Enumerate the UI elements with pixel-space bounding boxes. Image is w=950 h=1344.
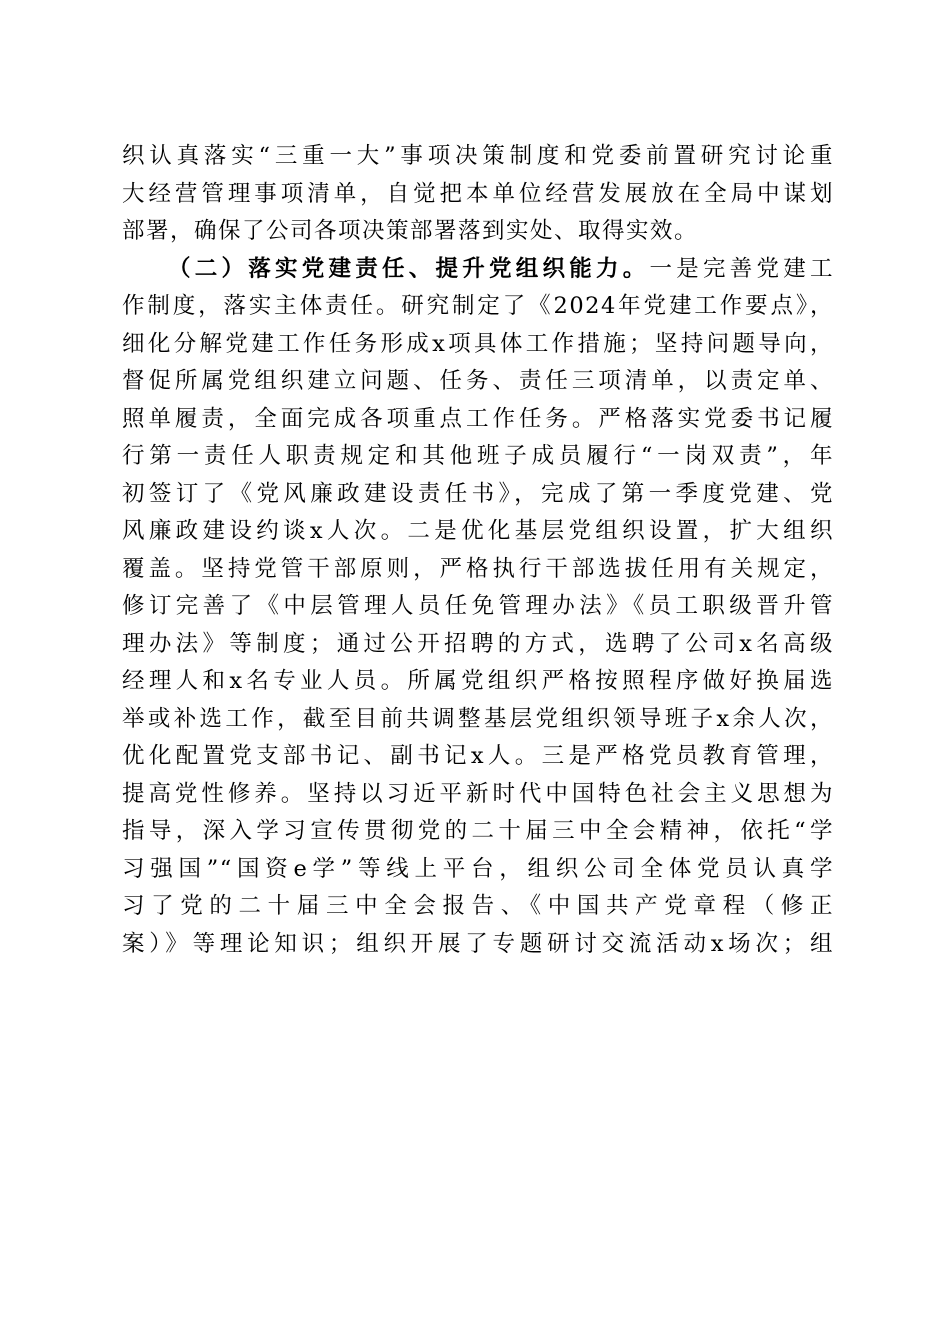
text-line: 细化分解党建工作任务形成x项具体工作措施；坚持问题导向， xyxy=(122,330,834,357)
text-line: 指导，深入学习宣传贯彻党的二十届三中全会精神，依托“学 xyxy=(122,818,834,844)
section-heading: （二）落实党建责任、提升党组织能力。 xyxy=(168,255,650,282)
text-line: 行第一责任人职责规定和其他班子成员履行“一岗双责”，年 xyxy=(122,443,834,469)
text-line: 理办法》等制度；通过公开招聘的方式，选聘了公司x名高级 xyxy=(122,630,834,657)
text-line: 习了党的二十届三中全会报告、《中国共产党章程（修正 xyxy=(122,893,834,919)
text-line: 习强国”“国资e学”等线上平台，组织公司全体党员认真学 xyxy=(122,855,834,882)
text-line: 举或补选工作，截至目前共调整基层党组织领导班子x余人次， xyxy=(122,705,834,732)
text-line: 照单履责，全面完成各项重点工作任务。严格落实党委书记履 xyxy=(122,405,834,432)
text-line: 提高党性修养。坚持以习近平新时代中国特色社会主义思想为 xyxy=(122,780,834,807)
text-line: 覆盖。坚持党管干部原则，严格执行干部选拔任用有关规定， xyxy=(122,555,834,582)
text-line: 初签订了《党风廉政建设责任书》，完成了第一季度党建、党 xyxy=(122,480,834,507)
paragraph-2 xyxy=(122,251,834,964)
text-line: 大经营管理事项清单，自觉把本单位经营发展放在全局中谋划 xyxy=(122,180,834,207)
text-run: 一是完善党建工 xyxy=(649,255,834,282)
text-line: 优化配置党支部书记、副书记x人。三是严格党员教育管理， xyxy=(122,743,834,769)
text-line: 案）》等理论知识；组织开展了专题研讨交流活动x场次；组 xyxy=(122,930,834,957)
text-line: 风廉政建设约谈x人次。二是优化基层党组织设置，扩大组织 xyxy=(122,518,834,544)
paragraph-1 xyxy=(122,138,834,251)
text-line: 织认真落实“三重一大”事项决策制度和党委前置研究讨论重 xyxy=(122,143,834,169)
text-line: 部署，确保了公司各项决策部署落到实处、取得实效。 xyxy=(122,218,699,244)
text-line: 修订完善了《中层管理人员任免管理办法》《员工职级晋升管 xyxy=(122,593,834,619)
paragraph-2-first-line xyxy=(122,251,834,289)
text-line: 作制度，落实主体责任。研究制定了《2024年党建工作要点》， xyxy=(122,293,834,319)
text-line: 经理人和x名专业人员。所属党组织严格按照程序做好换届选 xyxy=(122,668,834,694)
text-line: 督促所属党组织建立问题、任务、责任三项清单，以责定单、 xyxy=(122,368,834,394)
